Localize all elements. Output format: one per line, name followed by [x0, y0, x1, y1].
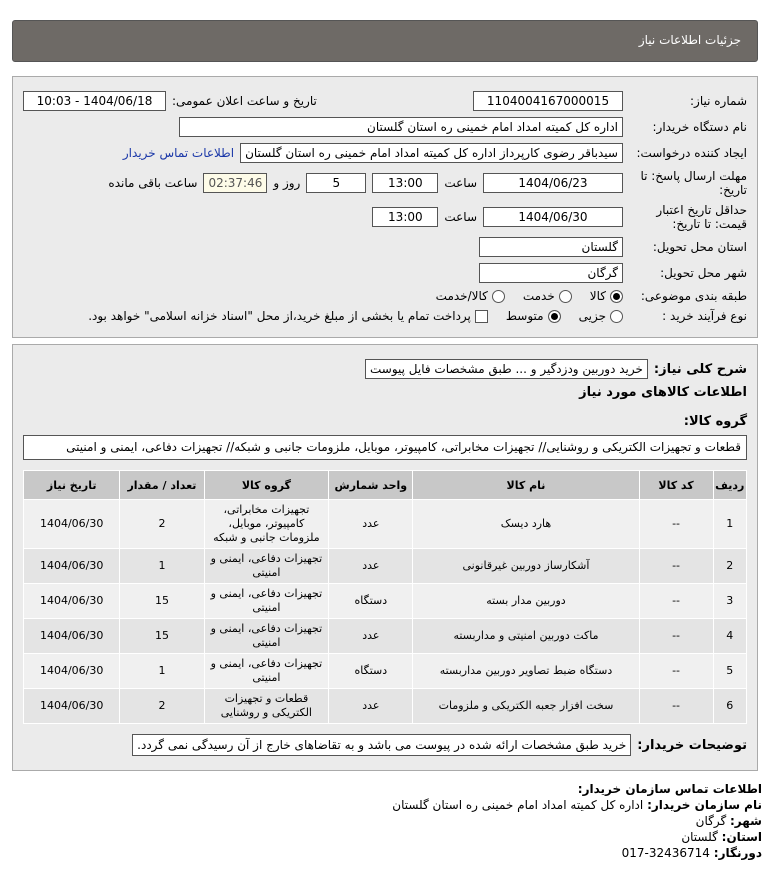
- days-label: روز و: [273, 176, 301, 190]
- city-field: گرگان: [479, 263, 623, 283]
- table-cell: 4: [713, 619, 746, 654]
- table-cell: دستگاه: [329, 584, 413, 619]
- payment-note: پرداخت تمام یا بخشی از مبلغ خرید،از محل "اسناد خزانه اسلامی" خواهد بود.: [88, 309, 471, 323]
- table-cell: 2: [120, 689, 204, 724]
- category-option-label: خدمت: [522, 289, 555, 303]
- table-cell: آشکارساز دوربین غیرقانونی: [413, 549, 639, 584]
- buyer-field: اداره کل کمیته امداد امام خمینی ره استان گلستان: [179, 117, 623, 137]
- announce-label: تاریخ و ساعت اعلان عمومی:: [172, 94, 317, 108]
- table-cell: قطعات و تجهیزات الکتریکی و روشنایی: [204, 689, 329, 724]
- category-radio-goods[interactable]: [610, 290, 623, 303]
- table-row: [24, 619, 747, 654]
- column-header: ردیف: [713, 471, 746, 500]
- column-header: نام کالا: [413, 471, 639, 500]
- validity-time-label: ساعت: [444, 210, 477, 224]
- table-cell: دوربین مدار بسته: [413, 584, 639, 619]
- province-label: استان محل تحویل:: [652, 240, 747, 254]
- table-cell: 2: [713, 549, 746, 584]
- table-cell: سخت افزار جعبه الکتریکی و ملزومات: [413, 689, 639, 724]
- goods-group-field: قطعات و تجهیزات الکتریکی و روشنایی// تجهیزات مخابراتی، کامپیوتر، موبایل، ملزومات جانبی و شبکه// تجهیزات دفاعی، ایمنی و امنیتی: [23, 435, 747, 460]
- table-row: [24, 584, 747, 619]
- validity-date-field: 1404/06/30: [483, 207, 623, 227]
- table-header-row: [24, 471, 747, 500]
- table-cell: 3: [713, 584, 746, 619]
- table-row: [24, 689, 747, 724]
- process-option-label: متوسط: [505, 309, 544, 323]
- table-cell: تجهیزات مخابراتی، کامپیوتر، موبایل، ملزومات جانبی و شبکه: [204, 500, 329, 549]
- table-cell: تجهیزات دفاعی، ایمنی و امنیتی: [204, 549, 329, 584]
- table-cell: 5: [713, 654, 746, 689]
- page-header: [12, 20, 758, 62]
- goods-section-title: اطلاعات کالاهای مورد نیاز: [579, 385, 747, 400]
- deadline-label: مهلت ارسال پاسخ: تا تاریخ:: [640, 169, 747, 197]
- page-title: جزئیات اطلاعات نیاز: [638, 33, 741, 47]
- announce-field: 1404/06/18 - 10:03: [23, 91, 166, 111]
- buyer-contact-link[interactable]: اطلاعات تماس خریدار: [122, 146, 235, 160]
- contact-province-label: استان:: [721, 830, 762, 844]
- deadline-date-field: 1404/06/23: [483, 173, 623, 193]
- table-cell: ماکت دوربین امنیتی و مداربسته: [413, 619, 639, 654]
- table-cell: 1: [120, 549, 204, 584]
- column-header: گروه کالا: [204, 471, 329, 500]
- goods-table: [23, 470, 747, 724]
- column-header: تعداد / مقدار: [120, 471, 204, 500]
- buyer-notes-field: خرید طبق مشخصات ارائه شده در پیوست می باشد و به تقاضاهای خارج از آن رسیدگی نمی گردد.: [132, 734, 631, 756]
- treasury-payment-checkbox[interactable]: [475, 310, 488, 323]
- table-cell: 2: [120, 500, 204, 549]
- goods-group-label: گروه کالا:: [683, 414, 747, 429]
- table-cell: --: [639, 654, 713, 689]
- table-row: [24, 500, 747, 549]
- validity-time-field: 13:00: [372, 207, 438, 227]
- process-option-label: جزیی: [578, 309, 606, 323]
- process-radio-medium[interactable]: [548, 310, 561, 323]
- contact-city-value: گرگان: [695, 814, 727, 828]
- contact-title: اطلاعات تماس سازمان خریدار:: [577, 782, 762, 796]
- fax-label: دورنگار:: [713, 846, 762, 860]
- column-header: واحد شمارش: [329, 471, 413, 500]
- city-label: شهر محل تحویل:: [660, 266, 747, 280]
- remaining-label: ساعت باقی مانده: [108, 176, 198, 190]
- process-label: نوع فرآیند خرید :: [662, 309, 747, 323]
- contact-city-label: شهر:: [730, 814, 762, 828]
- table-cell: --: [639, 584, 713, 619]
- table-cell: عدد: [329, 689, 413, 724]
- need-info-panel: [12, 76, 758, 338]
- process-radio-minor[interactable]: [610, 310, 623, 323]
- creator-label: ایجاد کننده درخواست:: [636, 146, 747, 160]
- table-cell: 15: [120, 619, 204, 654]
- category-option-label: کالا/خدمت: [435, 289, 488, 303]
- table-cell: 1404/06/30: [24, 584, 120, 619]
- province-field: گلستان: [479, 237, 623, 257]
- table-cell: هارد دیسک: [413, 500, 639, 549]
- buyer-contact-section: [0, 777, 770, 871]
- table-cell: 1: [120, 654, 204, 689]
- table-cell: 1404/06/30: [24, 500, 120, 549]
- need-number-label: شماره نیاز:: [690, 94, 747, 108]
- table-cell: دستگاه ضبط تصاویر دوربین مداربسته: [413, 654, 639, 689]
- column-header: کد کالا: [639, 471, 713, 500]
- table-cell: 1404/06/30: [24, 619, 120, 654]
- description-field: خرید دوربین ودزدگیر و ... طبق مشخصات فایل پیوست: [365, 359, 648, 379]
- validity-label: حداقل تاریخ اعتبار قیمت: تا تاریخ:: [656, 203, 747, 231]
- table-cell: --: [639, 689, 713, 724]
- category-radio-service[interactable]: [559, 290, 572, 303]
- table-cell: 1404/06/30: [24, 654, 120, 689]
- category-label: طبقه بندی موضوعی:: [640, 289, 747, 303]
- table-row: [24, 549, 747, 584]
- need-number-field: 1104004167000015: [473, 91, 623, 111]
- buyer-notes-label: توضیحات خریدار:: [637, 737, 747, 753]
- table-cell: 1404/06/30: [24, 689, 120, 724]
- contact-province-value: گلستان: [681, 830, 718, 844]
- category-option-label: کالا: [589, 289, 606, 303]
- deadline-time-field: 13:00: [372, 173, 438, 193]
- category-radio-both[interactable]: [492, 290, 505, 303]
- org-value: اداره کل کمیته امداد امام خمینی ره استان گلستان: [392, 798, 644, 812]
- column-header: تاریخ نیاز: [24, 471, 120, 500]
- deadline-time-label: ساعت: [444, 176, 477, 190]
- table-cell: تجهیزات دفاعی، ایمنی و امنیتی: [204, 584, 329, 619]
- table-cell: 1404/06/30: [24, 549, 120, 584]
- table-cell: عدد: [329, 500, 413, 549]
- org-label: نام سازمان خریدار:: [647, 798, 762, 812]
- goods-details-panel: [12, 344, 758, 771]
- table-cell: 1: [713, 500, 746, 549]
- remaining-time-field: 02:37:46: [203, 173, 267, 193]
- table-cell: عدد: [329, 549, 413, 584]
- table-cell: تجهیزات دفاعی، ایمنی و امنیتی: [204, 619, 329, 654]
- description-label: شرح کلی نیاز:: [653, 361, 747, 377]
- table-cell: دستگاه: [329, 654, 413, 689]
- table-cell: 15: [120, 584, 204, 619]
- days-field: 5: [306, 173, 366, 193]
- table-cell: 6: [713, 689, 746, 724]
- creator-field: سیدباقر رضوی کارپرداز اداره کل کمیته امداد امام خمینی ره استان گلستان: [240, 143, 623, 163]
- table-cell: --: [639, 619, 713, 654]
- table-cell: --: [639, 549, 713, 584]
- table-row: [24, 654, 747, 689]
- fax-value: 32436714-017: [621, 846, 710, 860]
- buyer-label: نام دستگاه خریدار:: [652, 120, 747, 134]
- table-cell: عدد: [329, 619, 413, 654]
- table-cell: --: [639, 500, 713, 549]
- table-cell: تجهیزات دفاعی، ایمنی و امنیتی: [204, 654, 329, 689]
